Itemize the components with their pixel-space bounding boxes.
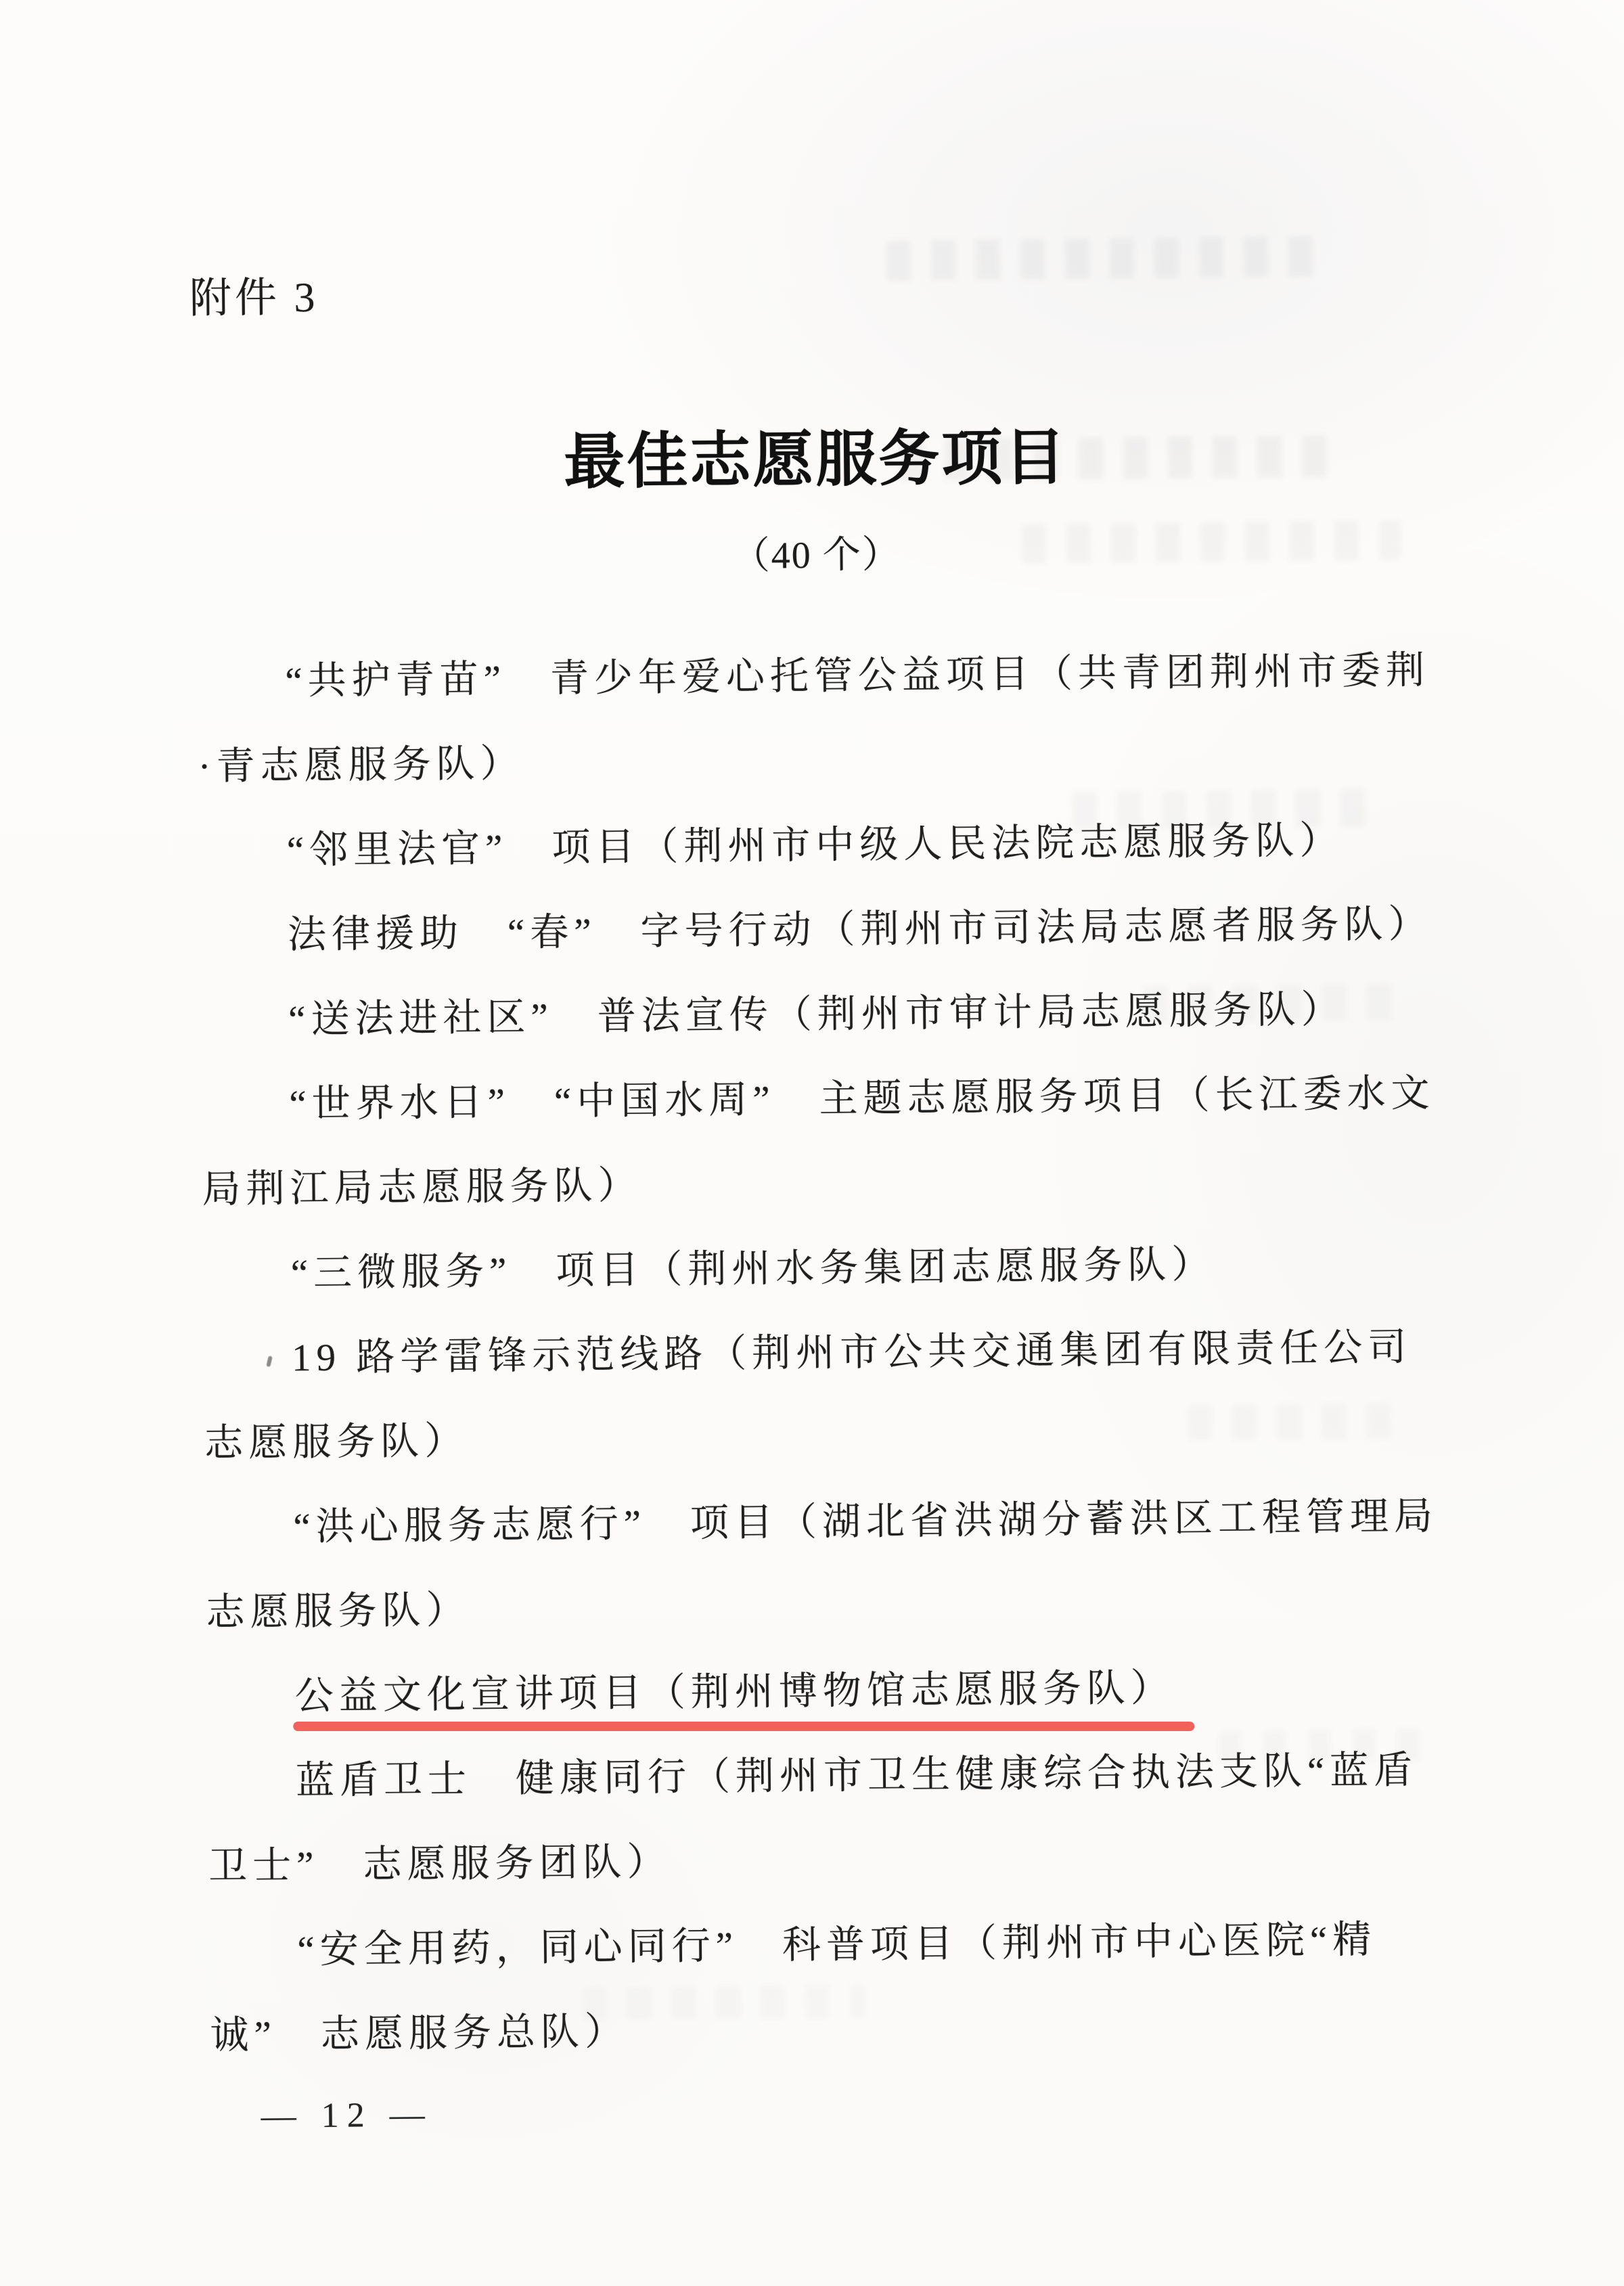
- page-subtitle: （40 个）: [731, 533, 901, 578]
- body-line: 19 路学雷锋示范线路（荆州市公共交通集团有限责任公司: [291, 1326, 1412, 1380]
- body-line: 公益文化宣讲项目（荆州博物馆志愿服务队）: [294, 1666, 1175, 1718]
- body-lines: [197, 627, 1552, 2078]
- body-line: ·青志愿服务队）: [198, 742, 524, 788]
- red-underline-annotation: [293, 1722, 1194, 1731]
- body-line: 蓝盾卫士 健康同行（荆州市卫生健康综合执法支队“蓝盾: [295, 1749, 1418, 1803]
- body-line: “邻里法官” 项目（荆州市中级人民法院志愿服务队）: [286, 819, 1344, 872]
- body-line: 局荆江局志愿服务队）: [202, 1164, 642, 1211]
- body-line: “送法进社区” 普法宣传（荆州市审计局志愿服务队）: [288, 988, 1346, 1041]
- page-number: — 12 —: [261, 2095, 434, 2136]
- page-title: 最佳志愿服务项目: [563, 424, 1068, 497]
- attachment-label: 附件 3: [189, 274, 319, 322]
- body-line: 诚” 志愿服务总队）: [210, 2010, 629, 2057]
- body-line: 志愿服务队）: [206, 1588, 470, 1634]
- body-line: 卫士” 志愿服务团队）: [208, 1841, 671, 1888]
- body-line: “安全用药，同心同行” 科普项目（荆州市中心医院“精: [297, 1919, 1377, 1972]
- body-line: “三微服务” 项目（荆州水务集团志愿服务队）: [290, 1243, 1216, 1295]
- body-line: “世界水日” “中国水周” 主题志愿服务项目（长江委水文: [289, 1072, 1435, 1126]
- body-line: 法律援助 “春” 字号行动（荆州市司法局志愿者服务队）: [287, 903, 1433, 957]
- body-line: “洪心服务志愿行” 项目（湖北省洪湖分蓄洪区工程管理局: [293, 1495, 1439, 1549]
- body-line: 志愿服务队）: [204, 1419, 469, 1465]
- body-line: “共护青苗” 青少年爱心托管公益项目（共青团荆州市委荆: [285, 649, 1430, 703]
